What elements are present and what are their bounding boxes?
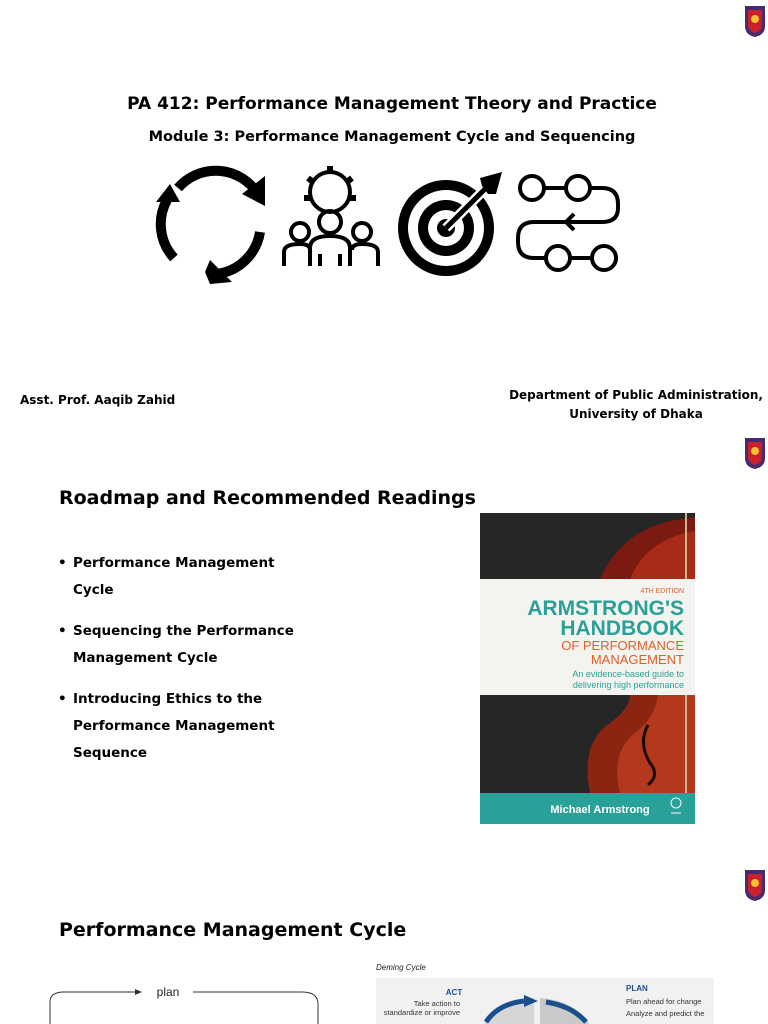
roadmap-slide [0, 432, 768, 864]
book-tagline-line1: An evidence-based guide to [572, 669, 684, 679]
team-gear-icon [284, 166, 378, 266]
act-text-line2: standardize or improve [383, 1008, 460, 1017]
list-item: • Performance Management Cycle [56, 550, 316, 604]
university-line: University of Dhaka [569, 407, 703, 421]
book-title-line2: HANDBOOK [560, 617, 684, 640]
reading-list [56, 550, 316, 781]
performance-cycle-diagram [40, 976, 330, 1024]
slide-heading: Performance Management Cycle [59, 919, 407, 941]
slide-heading: Roadmap and Recommended Readings [59, 487, 476, 509]
title-slide [0, 0, 768, 432]
course-title: PA 412: Performance Management Theory and Practice [127, 94, 657, 114]
cycle-arrows-icon [161, 171, 260, 274]
book-edition: 4TH EDITION [640, 588, 684, 595]
book-cover [480, 513, 695, 824]
book-title-line1: ARMSTRONG'S [527, 597, 684, 620]
list-item: • Introducing Ethics to the Performance Management Sequence [56, 686, 316, 767]
author-name: Asst. Prof. Aaqib Zahid [20, 393, 176, 407]
university-logo [744, 868, 766, 902]
deming-caption: Deming Cycle [376, 963, 426, 972]
department-block [505, 386, 767, 424]
book-author: Michael Armstrong [550, 804, 650, 816]
book-title-line3: OF PERFORMANCE [561, 638, 684, 653]
university-logo [744, 4, 766, 38]
act-label: ACT [445, 988, 463, 997]
department-line: Department of Public Administration, [509, 388, 763, 402]
plan-label: PLAN [626, 984, 648, 993]
target-arrow-icon [398, 172, 502, 276]
book-tagline-line2: delivering high performance [572, 680, 684, 690]
cycle-slide [0, 864, 768, 1024]
plan-text-line1: Plan ahead for change [626, 997, 702, 1006]
icon-strip [150, 162, 630, 288]
plan-text-line2: Analyze and predict the [626, 1009, 705, 1018]
cycle-plan-label: plan [156, 985, 180, 999]
university-logo [744, 436, 766, 470]
act-text-line1: Take action to [413, 999, 460, 1008]
list-item: • Sequencing the Performance Management Cycle [56, 618, 316, 672]
deming-cycle-figure [374, 960, 716, 1024]
book-title-line4: MANAGEMENT [590, 652, 684, 667]
cycle-arrowheads-icon [156, 176, 265, 284]
module-subtitle: Module 3: Performance Management Cycle and Sequencing [148, 129, 636, 145]
process-flow-icon [518, 176, 618, 270]
